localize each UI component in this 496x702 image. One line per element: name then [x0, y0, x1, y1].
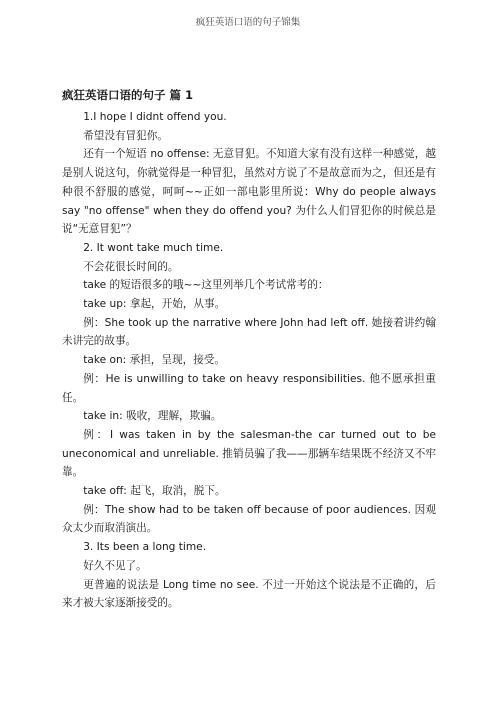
page-header: 疯狂英语口语的句子锦集 — [195, 17, 301, 28]
paragraph: 例：I was taken in by the salesman-the car turned out to be uneconomical and unreliable. 推销员骗了我——那辆车结果既不经济又不牢靠。 — [62, 428, 436, 479]
paragraph: 不会花很长时间的。 — [83, 260, 179, 273]
paragraph: 3. Its been a long time. — [83, 541, 207, 554]
paragraph: 1.I hope I didnt offend you. — [83, 111, 227, 123]
paragraph: take up: 拿起，开始，从事。 — [83, 298, 226, 311]
paragraph: 更普遍的说法是 Long time no see. 不过一开始这个说法是不正确的，后来才被大家逐渐接受的。 — [62, 578, 436, 610]
paragraph: 例：She took up the narrative where John had left off. 她接着讲约翰未讲完的故事。 — [62, 316, 436, 348]
paragraph: take 的短语很多的哦~~这里列举几个考试常考的： — [83, 279, 329, 292]
document-body — [62, 86, 436, 613]
paragraph: 希望没有冒犯你。 — [83, 129, 168, 142]
paragraph: take on: 承担，呈现，接受。 — [83, 354, 225, 367]
paragraph: 还有一个短语 no offense: 无意冒犯。不知道大家有没有这样一种感觉，越是别人说这句，你就觉得是一种冒犯，虽然对方说了不是故意而为之，但还是有种很不舒服的感觉，呵呵~~正如一部电影里所说：Why do people always say "no offense" when they do offend you? 为什么人们冒犯你的时候总是说“无意冒犯”？ — [62, 148, 436, 236]
paragraph: take in: 吸收，理解，欺骗。 — [83, 410, 222, 423]
paragraph: take off: 起飞，取消，脱下。 — [83, 485, 226, 498]
paragraph: 2. It wont take much time. — [83, 241, 224, 254]
paragraph: 好久不见了。 — [83, 559, 147, 572]
article-title: 疯狂英语口语的句子 篇 1 — [62, 88, 194, 102]
paragraph: 例：The show had to be taken off because of poor audiences. 因观众太少而取消演出。 — [62, 503, 436, 535]
paragraph: 例：He is unwilling to take on heavy responsibilities. 他不愿承担重任。 — [62, 372, 436, 404]
